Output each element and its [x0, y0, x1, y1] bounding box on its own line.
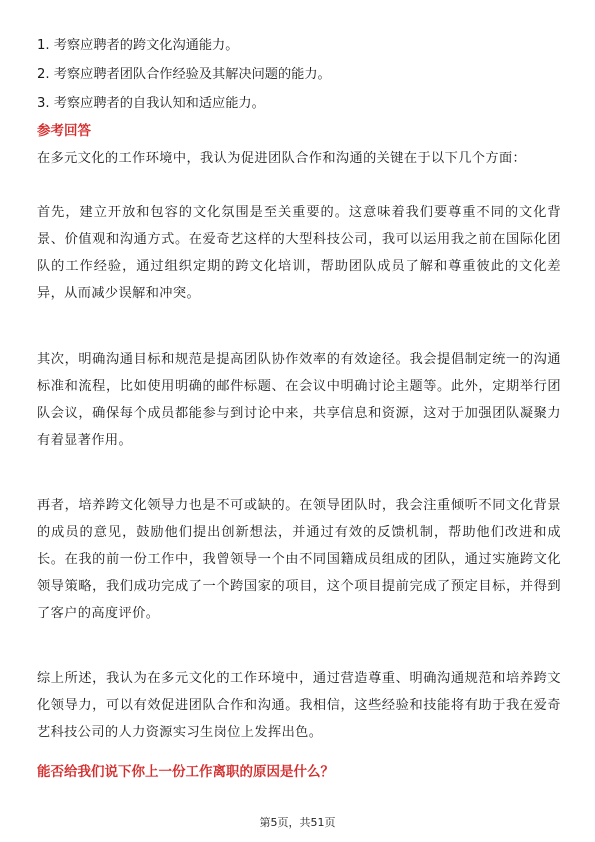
answer-paragraph-conclusion: 综上所述，我认为在多元文化的工作环境中，通过营造尊重、明确沟通规范和培养跨文化领导力，可以有效促进团队合作和沟通。我相信，这些经验和技能将有助于我在爱奇艺科技公司的人力资源实习生岗位上发挥出色。 — [37, 671, 561, 740]
answer-paragraph-second: 其次，明确沟通目标和规范是提高团队协作效率的有效途径。我会提倡制定统一的沟通标准和流程，比如使用明确的邮件标题、在会议中明确讨论主题等。此外，定期举行团队会议，确保每个成员都能参与到讨论中来，共享信息和资源，这对于加强团队凝聚力有着显著作用。 — [37, 352, 561, 448]
evaluation-point-3: 3. 考察应聘者的自我认知和适应能力。 — [37, 96, 265, 111]
evaluation-point-1: 1. 考察应聘者的跨文化沟通能力。 — [37, 38, 239, 53]
evaluation-points-list — [37, 31, 567, 118]
answer-paragraph-intro: 在多元文化的工作环境中，我认为促进团队合作和沟通的关键在于以下几个方面： — [37, 151, 527, 166]
answer-heading: 参考回答 — [37, 123, 91, 139]
answer-paragraph-first: 首先，建立开放和包容的文化氛围是至关重要的。这意味着我们要尊重不同的文化背景、价值观和沟通方式。在爱奇艺这样的大型科技公司，我可以运用我之前在国际化团队的工作经验，通过组织定期的跨文化培训，帮助团队成员了解和尊重彼此的文化差异，从而减少误解和冲突。 — [37, 205, 561, 301]
answer-paragraph-third: 再者，培养跨文化领导力也是不可或缺的。在领导团队时，我会注重倾听不同文化背景的成员的意见，鼓励他们提出创新想法，并通过有效的反馈机制，帮助他们改进和成长。在我的前一份工作中，我曾领导一个由不同国籍成员组成的团队，通过实施跨文化领导策略，我们成功完成了一个跨国家的项目，这个项目提前完成了预定目标，并得到了客户的高度评价。 — [37, 498, 561, 621]
evaluation-point-2: 2. 考察应聘者团队合作经验及其解决问题的能力。 — [37, 67, 331, 82]
next-question-heading: 能否给我们说下你上一份工作离职的原因是什么？ — [37, 764, 334, 780]
page-number-footer: 第5页，共51页 — [259, 816, 336, 829]
